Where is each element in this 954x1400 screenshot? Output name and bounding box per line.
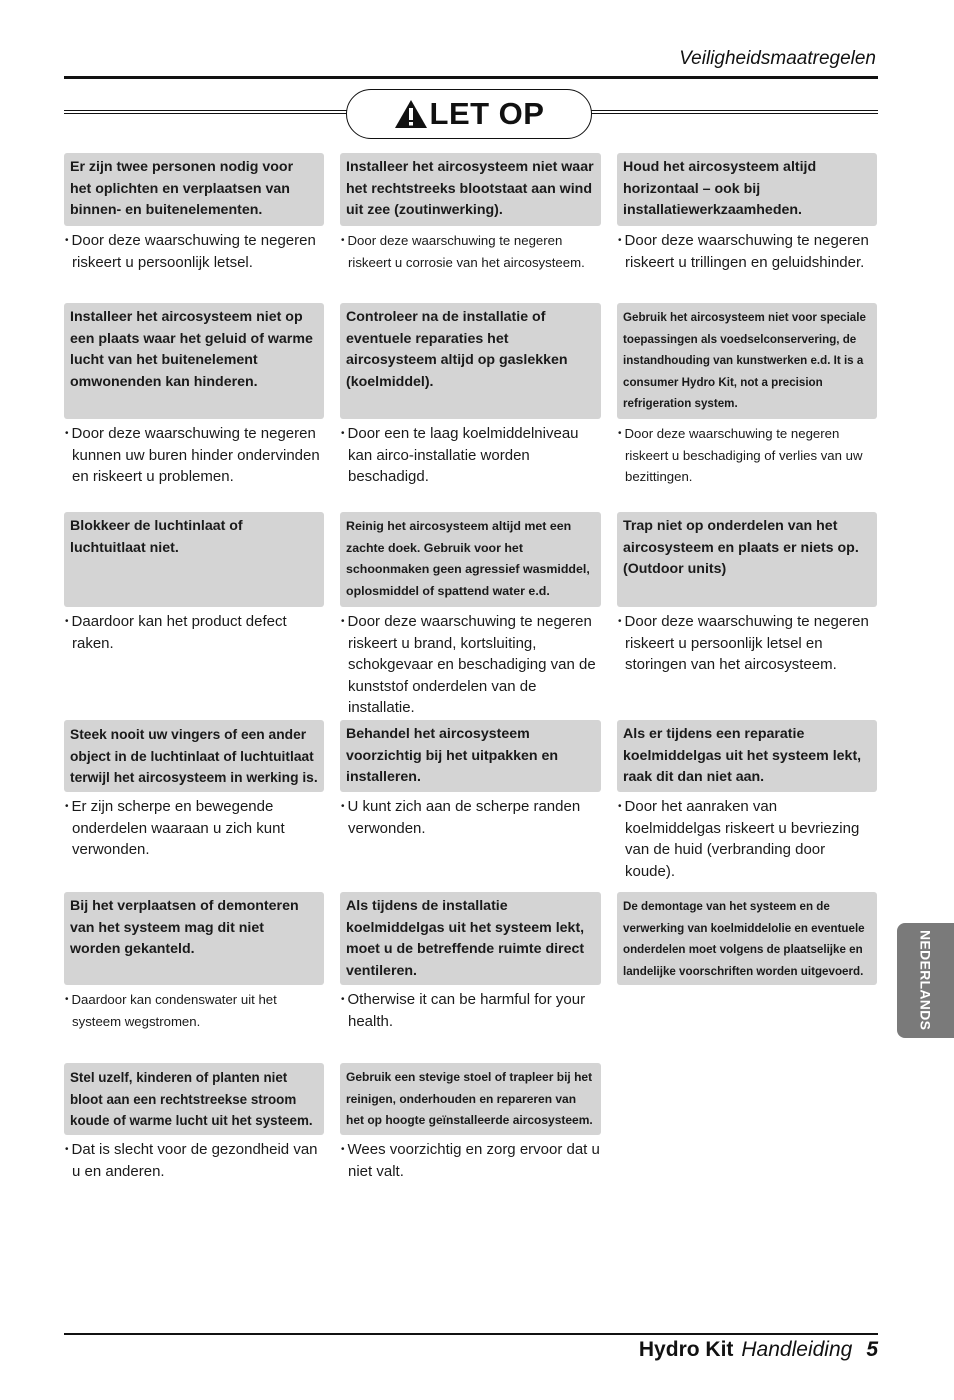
- warning-item: [340, 153, 601, 273]
- warning-title: Als er tijdens een reparatie koelmiddelgas uit het systeem lekt, raak dit dan niet aan.: [617, 720, 877, 792]
- warning-item: [64, 512, 324, 654]
- header-rule: [64, 76, 878, 79]
- warning-detail: • Door deze waarschuwing te negeren riskeert u corrosie van het aircosysteem.: [341, 233, 585, 270]
- warning-title: Installeer het aircosysteem niet op een plaats waar het geluid of warme lucht van het buitenelement omwonenden kan hinderen.: [64, 303, 324, 419]
- warning-title: Bij het verplaatsen of demonteren van het systeem mag dit niet worden gekanteld.: [64, 892, 324, 985]
- warning-item: [64, 1063, 324, 1182]
- warning-item: [617, 303, 877, 488]
- warning-detail: • Door deze waarschuwing te negeren riskeert u trillingen en geluidshinder.: [618, 232, 869, 271]
- warning-detail: • Daardoor kan condenswater uit het systeem wegstromen.: [65, 992, 277, 1029]
- warning-title: Installeer het aircosysteem niet waar het rechtstreeks blootstaat aan wind uit zee (zoutinwerking).: [340, 153, 601, 226]
- warning-detail: • Door deze waarschuwing te negeren riskeert u persoonlijk letsel.: [65, 232, 316, 271]
- warning-item: [340, 303, 601, 488]
- page-footer: [639, 1338, 878, 1362]
- warning-item: [64, 892, 324, 1032]
- warning-item: [340, 720, 601, 839]
- warning-title: Als tijdens de installatie koelmiddelgas uit het systeem lekt, moet u de betreffende ruimte direct ventileren.: [340, 892, 601, 985]
- warning-title: Houd het aircosysteem altijd horizontaal – ook bij installatiewerkzaamheden.: [617, 153, 877, 226]
- warning-title: Er zijn twee personen nodig voor het oplichten en verplaatsen van binnen- en buitenelementen.: [64, 153, 324, 226]
- warning-detail: • Er zijn scherpe en bewegende onderdelen waaraan u zich kunt verwonden.: [65, 798, 285, 858]
- warning-title: Steek nooit uw vingers of een ander object in de luchtinlaat of luchtuitlaat terwijl het aircosysteem in werking is.: [64, 720, 324, 792]
- warning-title: Reinig het aircosysteem altijd met een zachte doek. Gebruik voor het schoonmaken geen agressief wasmiddel, oplosmiddel of spattend water e.d.: [340, 512, 601, 607]
- language-tab: [897, 923, 954, 1038]
- page-number: 5: [866, 1338, 878, 1361]
- warning-title: Gebruik een stevige stoel of trapleer bij het reinigen, onderhouden en repareren van het op hoogte geïnstalleerde aircosysteem.: [340, 1063, 601, 1135]
- warning-item: [64, 303, 324, 488]
- warning-detail: • Otherwise it can be harmful for your health.: [341, 991, 586, 1030]
- language-tab-label: NEDERLANDS: [917, 930, 934, 1031]
- warning-item: [64, 720, 324, 861]
- warning-detail: • Door het aanraken van koelmiddelgas riskeert u bevriezing van de huid (verbranding door koude).: [618, 798, 860, 880]
- warning-detail: • Door deze waarschuwing te negeren kunnen uw buren hinder ondervinden en riskeert u problemen.: [65, 425, 320, 485]
- banner-line-right: [590, 110, 878, 114]
- warning-detail: • Daardoor kan het product defect raken.: [65, 613, 287, 652]
- warning-detail: • Door een te laag koelmiddelniveau kan airco-installatie worden beschadigd.: [341, 425, 579, 485]
- warning-item: [617, 153, 877, 273]
- section-title: Veiligheidsmaatregelen: [679, 48, 876, 69]
- warning-detail: • Door deze waarschuwing te negeren riskeert u beschadiging of verlies van uw bezittingen.: [618, 426, 863, 484]
- footer-brand: Hydro Kit: [638, 1338, 734, 1361]
- warning-title: Blokkeer de luchtinlaat of luchtuitlaat niet.: [64, 512, 324, 607]
- warning-item: [64, 153, 324, 273]
- warning-title: Controleer na de installatie of eventuele reparaties het aircosysteem altijd op gaslekken (koelmiddel).: [340, 303, 601, 419]
- warning-detail: • Dat is slecht voor de gezondheid van u en anderen.: [65, 1141, 318, 1180]
- warning-triangle-icon: [394, 99, 428, 129]
- warning-item: [617, 512, 877, 676]
- footer-doc-title: Handleiding: [741, 1338, 853, 1361]
- banner-title: LET OP: [429, 96, 545, 131]
- warning-title: Trap niet op onderdelen van het aircosysteem en plaats er niets op. (Outdoor units): [617, 512, 877, 607]
- warning-title: Behandel het aircosysteem voorzichtig bij het uitpakken en installeren.: [340, 720, 601, 792]
- warning-title: De demontage van het systeem en de verwerking van koelmiddelolie en eventuele onderdelen moet volgens de plaatselijke en landelijke voorschriften worden uitgevoerd.: [617, 892, 877, 985]
- warning-item: [340, 1063, 601, 1182]
- warning-item: [340, 512, 601, 719]
- warning-item: [340, 892, 601, 1032]
- caution-banner: [346, 89, 592, 139]
- warning-title: Gebruik het aircosysteem niet voor speciale toepassingen als voedselconservering, de instandhouding van kunstwerken e.d. It is a consumer Hydro Kit, not a precision refrigeration system.: [617, 303, 877, 419]
- warning-detail: • Door deze waarschuwing te negeren riskeert u persoonlijk letsel en storingen van het aircosysteem.: [618, 613, 869, 673]
- warning-item: [617, 720, 877, 882]
- warning-detail: • Wees voorzichtig en zorg ervoor dat u niet valt.: [341, 1141, 600, 1180]
- warning-item: [617, 892, 877, 985]
- warning-title: Stel uzelf, kinderen of planten niet bloot aan een rechtstreekse stroom koude of warme lucht uit het systeem.: [64, 1063, 324, 1135]
- banner-line-left: [64, 110, 347, 114]
- warning-detail: • Door deze waarschuwing te negeren riskeert u brand, kortsluiting, schokgevaar en beschadiging van de kunststof onderdelen van de installatie.: [341, 613, 596, 716]
- warning-detail: • U kunt zich aan de scherpe randen verwonden.: [341, 798, 581, 837]
- footer-rule: [64, 1333, 878, 1335]
